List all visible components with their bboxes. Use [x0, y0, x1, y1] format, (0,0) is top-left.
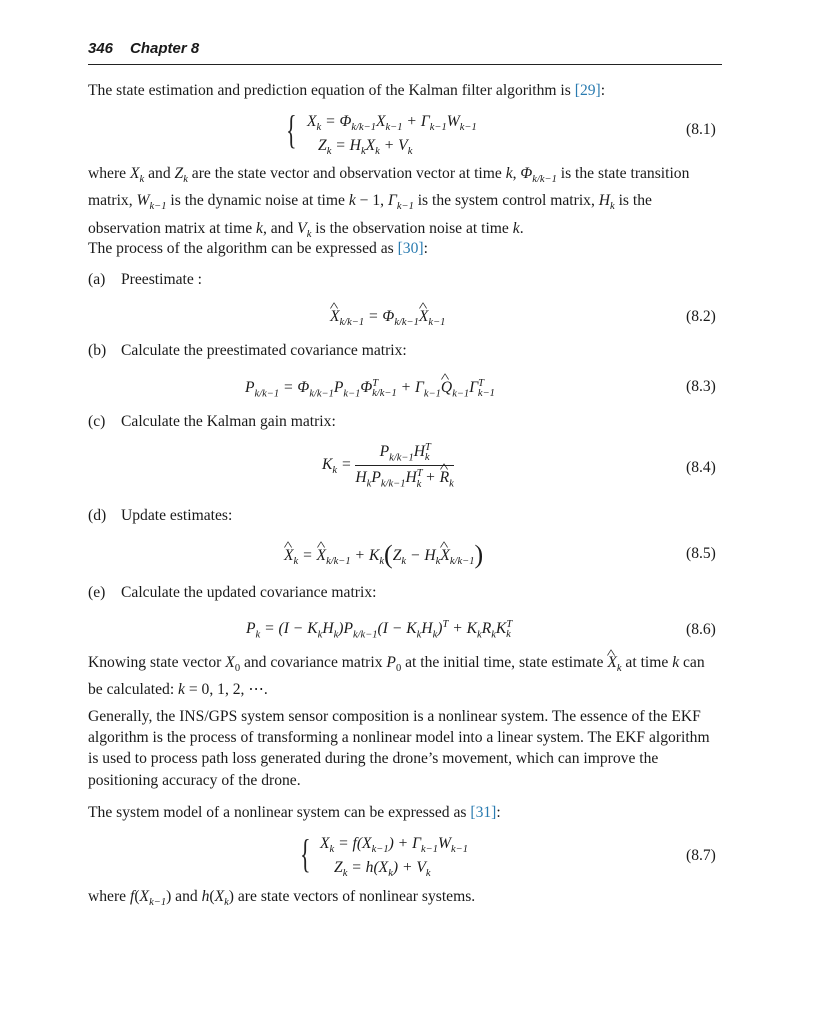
equation-number: (8.5): [686, 545, 716, 562]
citation-link[interactable]: [31]: [470, 804, 497, 821]
brace: {: [300, 831, 311, 876]
equation-8-1-line1: $X_k = \Phi_{k/k-1}X_{k-1} + \Gamma_{k-1}W_{k-1}$: [307, 113, 477, 134]
equation-8-7-line1: $X_k = f(X_{k-1}) + \Gamma_{k-1}W_{k-1}$: [320, 835, 468, 856]
equation-8-5: ^ $X_k$ = ^ $X_{k/k-1} + K_k(Z_k$ − $H_k\^{}$ $X_{k/k-1}$): [284, 540, 483, 570]
equation-number: (8.3): [686, 378, 716, 395]
system-model-paragraph: The system model of a nonlinear system can be expressed as [31]:: [88, 804, 501, 821]
equation-number: (8.7): [686, 847, 716, 864]
step-d: (d) Update estimates:: [88, 507, 233, 524]
equation-8-4: $K_k$ = $\frac{P_{k/k-1}H^T_k}{H_kP_{k/k-1}H^T_k + \^{} R_k}$: [322, 442, 454, 490]
initial-state-paragraph: Knowing state vector $X_0$ and covariance matrix $P_0$ at the initial time, state estimate ^ $X_k$ at time k can be calculated: k = 0, 1, 2, ⋯.: [88, 652, 718, 701]
equation-8-6: $P_k = (I - K_kH_k)P_{k/k-1}(I - K_kH_k)^T + K_kR_kK^T_k$: [246, 619, 513, 641]
page-number: 346: [88, 40, 114, 57]
equation-number: (8.2): [686, 308, 716, 325]
equation-number: (8.1): [686, 121, 716, 138]
equation-8-2: ^ $X_{k/k-1}$ = $\Phi_{k/k-1}\^{}$ $X_{k-1}$: [330, 308, 445, 328]
step-c: (c) Calculate the Kalman gain matrix:: [88, 413, 336, 430]
brace: {: [286, 107, 297, 152]
citation-link[interactable]: [30]: [397, 240, 424, 257]
step-b: (b) Calculate the preestimated covariance matrix:: [88, 342, 407, 359]
closing-paragraph: where $f(X_{k-1})$ and $h(X_k)$ are state vectors of nonlinear systems.: [88, 888, 476, 909]
ekf-paragraph: Generally, the INS/GPS system sensor composition is a nonlinear system. The essence of the EKF algorithm is the process of transforming a nonlinear model into a linear system. The EKF algorithm is used to process path loss generated during the drone’s movement, which can improve the positioning accuracy of the drone.: [88, 708, 710, 789]
equation-number: (8.4): [686, 459, 716, 476]
equation-8-7-line2: $Z_k = h(X_k) + V_k$: [334, 859, 431, 880]
process-paragraph: The process of the algorithm can be expressed as [30]:: [88, 240, 428, 257]
step-e: (e) Calculate the updated covariance matrix:: [88, 584, 377, 601]
citation-link[interactable]: [29]: [574, 82, 601, 99]
equation-number: (8.6): [686, 621, 716, 638]
step-a: (a) Preestimate :: [88, 271, 202, 288]
definitions-paragraph: where $X_k$ and $Z_k$ are the state vector and observation vector at time k, $\Phi_{k/k-1}$ is the state transition matrix, $W_{k-1}$ is the dynamic noise at time k − 1, $\Gamma_{k-1}$ is the system control matrix, $H_k$ is the observation matrix at time k, and $V_k$ is the observation noise at time k.: [88, 165, 690, 240]
equation-8-3: $P_{k/k-1} = \Phi_{k/k-1}P_{k-1}\Phi^T_{k/k-1}$ + $\Gamma_{k-1}\^{}$ $Q_{k-1}\Gamma^T_{k-1}$: [245, 378, 495, 399]
page-header: [88, 38, 722, 65]
equation-8-1-line2: $Z_k = H_kX_k + V_k$: [318, 137, 413, 158]
intro-paragraph: The state estimation and prediction equation of the Kalman filter algorithm is [29]:: [88, 82, 606, 99]
chapter-title: Chapter 8: [130, 40, 200, 57]
